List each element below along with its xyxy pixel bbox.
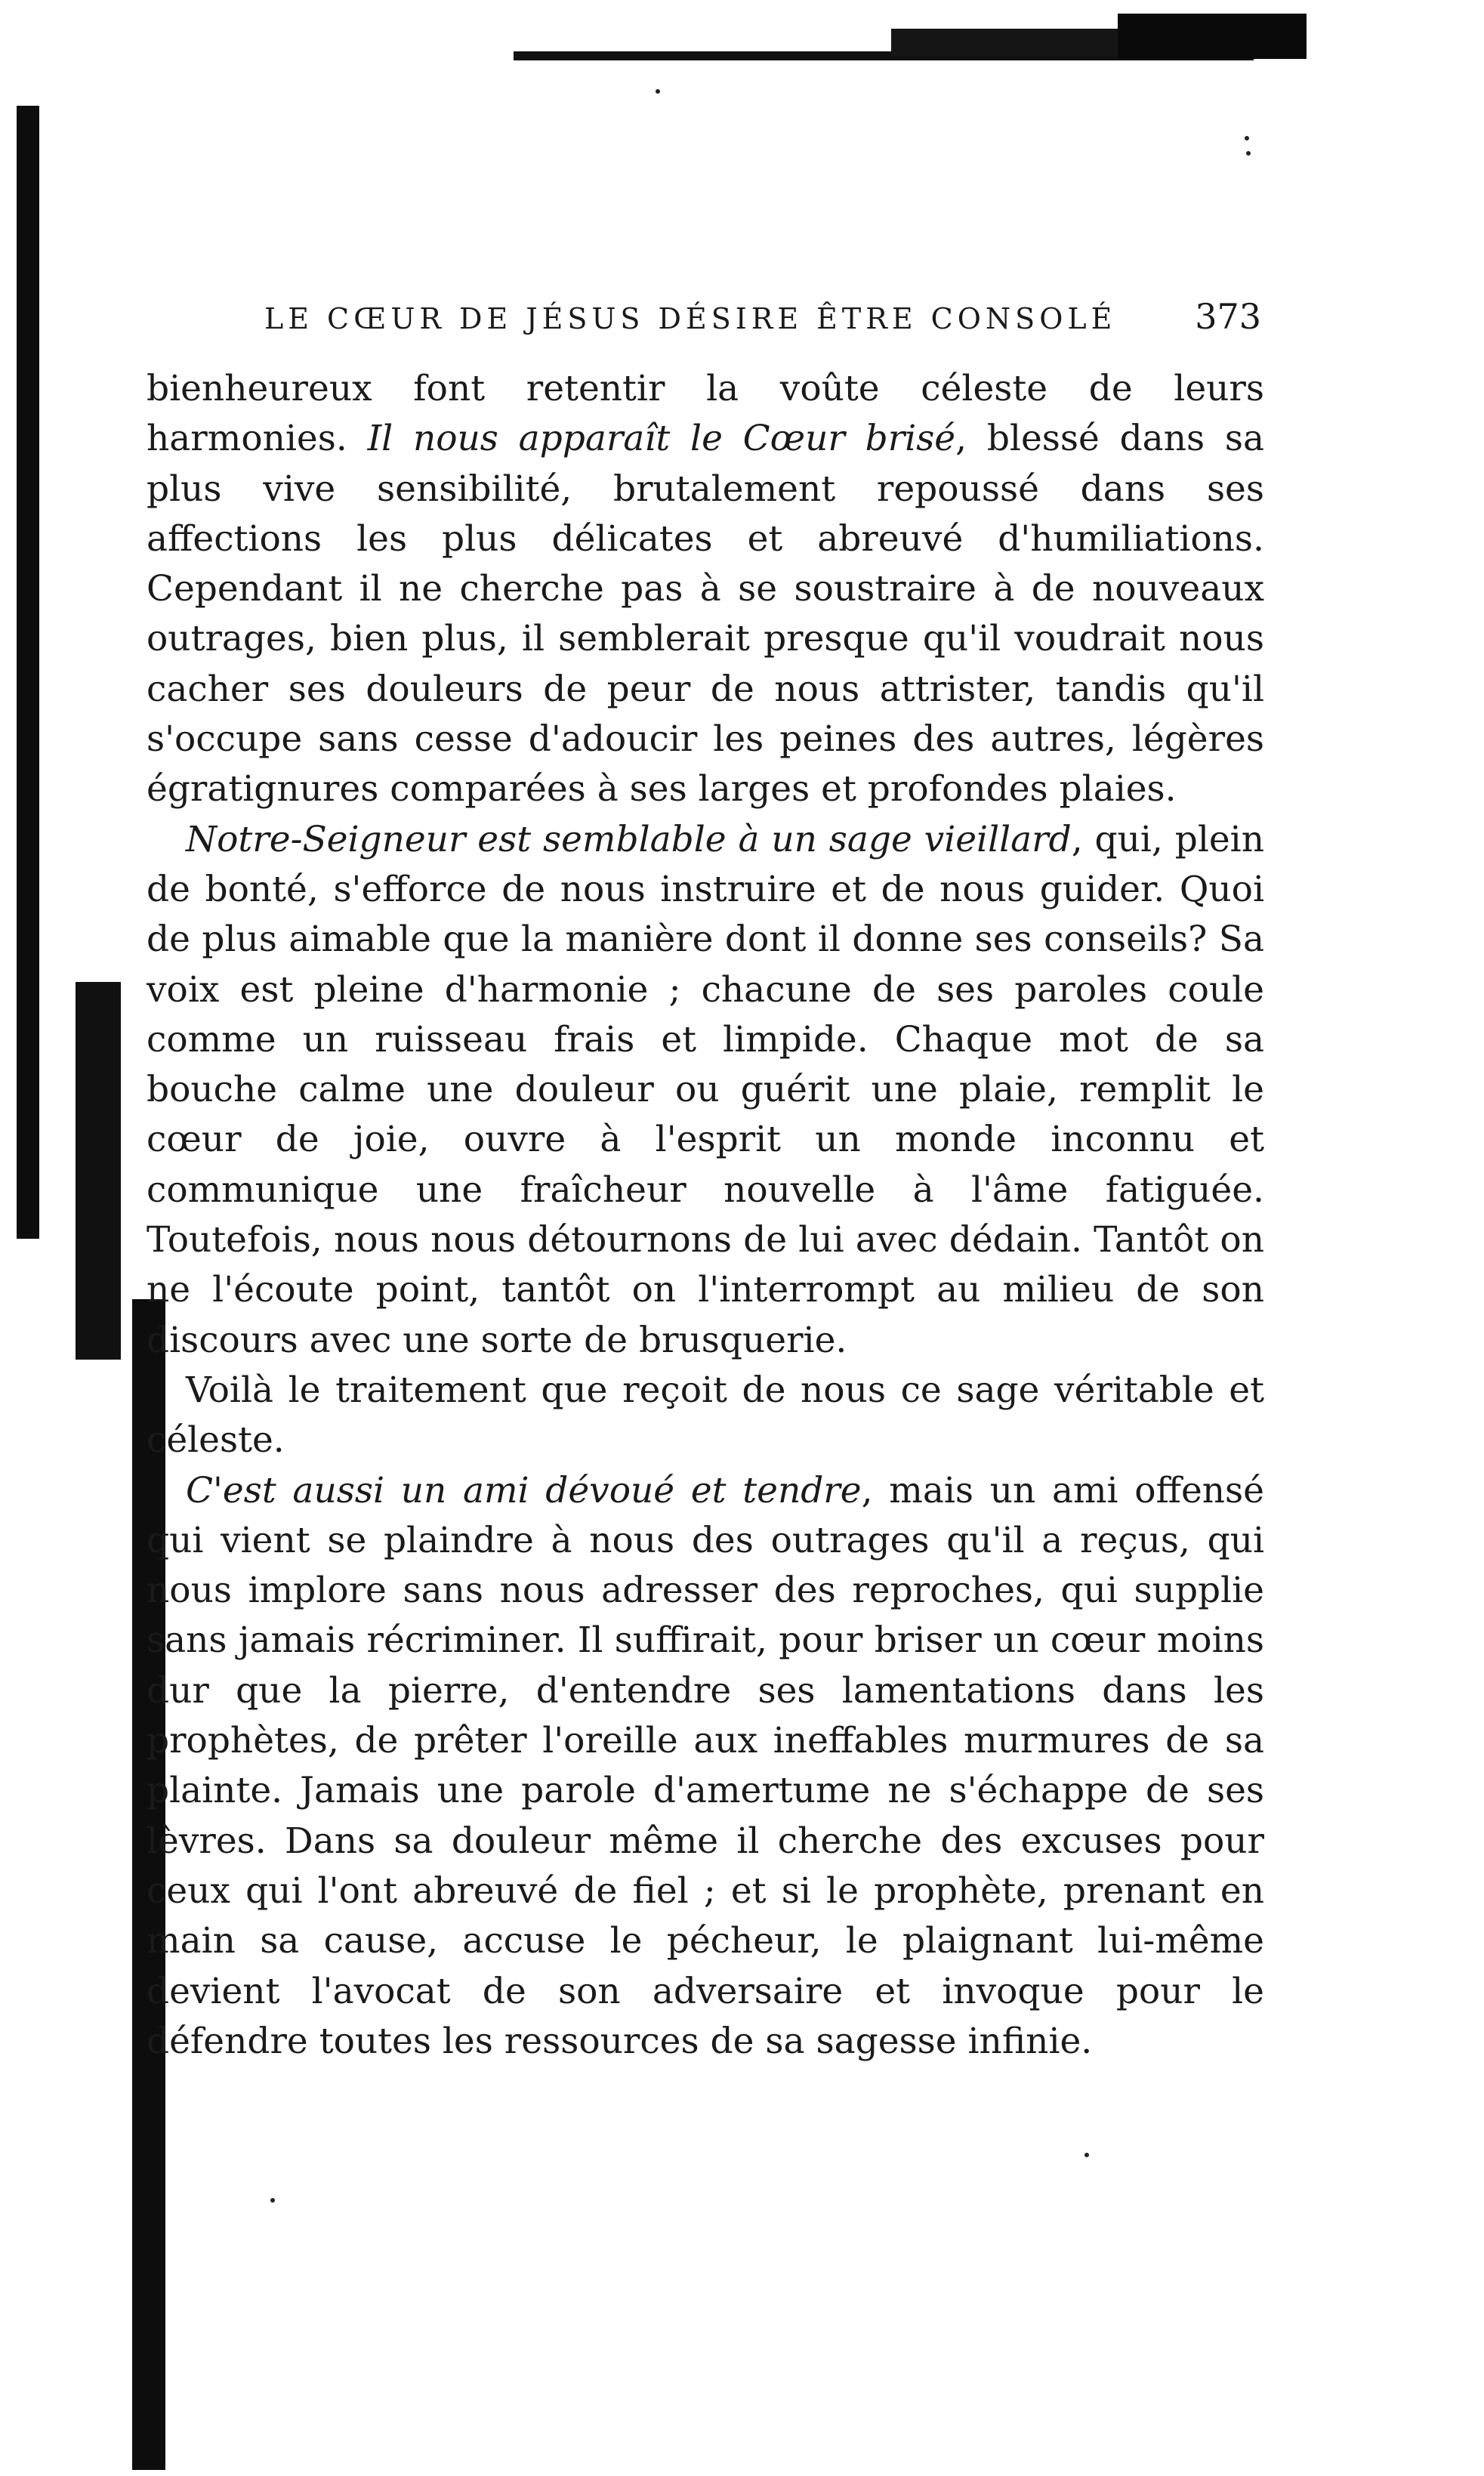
scan-speck <box>656 89 660 94</box>
page-text <box>147 364 1264 2067</box>
scan-speck <box>1084 2153 1089 2157</box>
paragraph-italic: C'est aussi un ami dévoué et tendre <box>186 1469 862 1511</box>
paragraph-text: bienheureux font retentir la voûte céleste de leurs harmonies. <box>147 368 1264 460</box>
running-title: LE CŒUR DE JÉSUS DÉSIRE ÊTRE CONSOLÉ <box>264 302 1117 335</box>
paragraph-text: , mais un ami offensé qui vient se plaindre à nous des outrages qu'il a reçus, qui nous implore sans nous adresser des reproches, qui supplie sans jamais récriminer. Il suffirait, pour briser un cœur moins dur que la pierre, d'entendre ses lamentations dans les prophètes, de prêter l'oreille aux ineffables murmures de sa plainte. Jamais une parole d'amertume ne s'échappe de ses lèvres. Dans sa douleur même il cherche des excuses pour ceux qui l'ont abreuvé de fiel ; et si le prophète, prenant en main sa cause, accuse le pécheur, le plaignant lui-même devient l'avocat de son adversaire et invoque pour le défendre toutes les ressources de sa sagesse infinie. <box>147 1469 1264 2062</box>
top-scan-edge-thick <box>1118 14 1307 59</box>
page-number: 373 <box>1195 296 1261 337</box>
scan-speck <box>270 2198 275 2203</box>
paragraph-italic: Notre-Seigneur est semblable à un sage vieillard <box>186 818 1072 860</box>
paragraph <box>147 1466 1264 2067</box>
top-scan-edge-mid <box>891 29 1133 56</box>
left-scan-edge <box>17 106 39 1239</box>
scan-speck <box>1246 151 1251 156</box>
paragraph-text: Voilà le traitement que reçoit de nous ce sage véritable et céleste. <box>147 1369 1264 1462</box>
paragraph <box>147 815 1264 1366</box>
paragraph-text: , blessé dans sa plus vive sensibilité, brutalement repoussé dans ses affections les plus délicates et abreuvé d'humiliations. Cependant il ne cherche pas à se soustraire à de nouveaux outrages, bien plus, il semblerait presque qu'il voudrait nous cacher ses douleurs de peur de nous attrister, tandis qu'il s'occupe sans cesse d'adoucir les peines des autres, légères égratignures comparées à ses larges et profondes plaies. <box>147 418 1264 810</box>
left-scan-edge-mid <box>76 982 121 1360</box>
paragraph <box>147 364 1264 815</box>
paragraph <box>147 1366 1264 1466</box>
scan-speck <box>1245 136 1249 140</box>
paragraph-text: , qui, plein de bonté, s'efforce de nous instruire et de nous guider. Quoi de plus aimable que la manière dont il donne ses conseils? Sa voix est pleine d'harmonie ; chacune de ses paroles coule comme un ruisseau frais et limpide. Chaque mot de sa bouche calme une douleur ou guérit une plaie, remplit le cœur de joie, ouvre à l'esprit un monde inconnu et communique une fraîcheur nouvelle à l'âme fatiguée. Toutefois, nous nous détournons de lui avec dédain. Tantôt on ne l'écoute point, tantôt on l'interrompt au milieu de son discours avec une sorte de brusquerie. <box>147 818 1264 1361</box>
paragraph-italic: Il nous apparaît le Cœur brisé <box>367 418 956 460</box>
running-head <box>264 296 1261 337</box>
